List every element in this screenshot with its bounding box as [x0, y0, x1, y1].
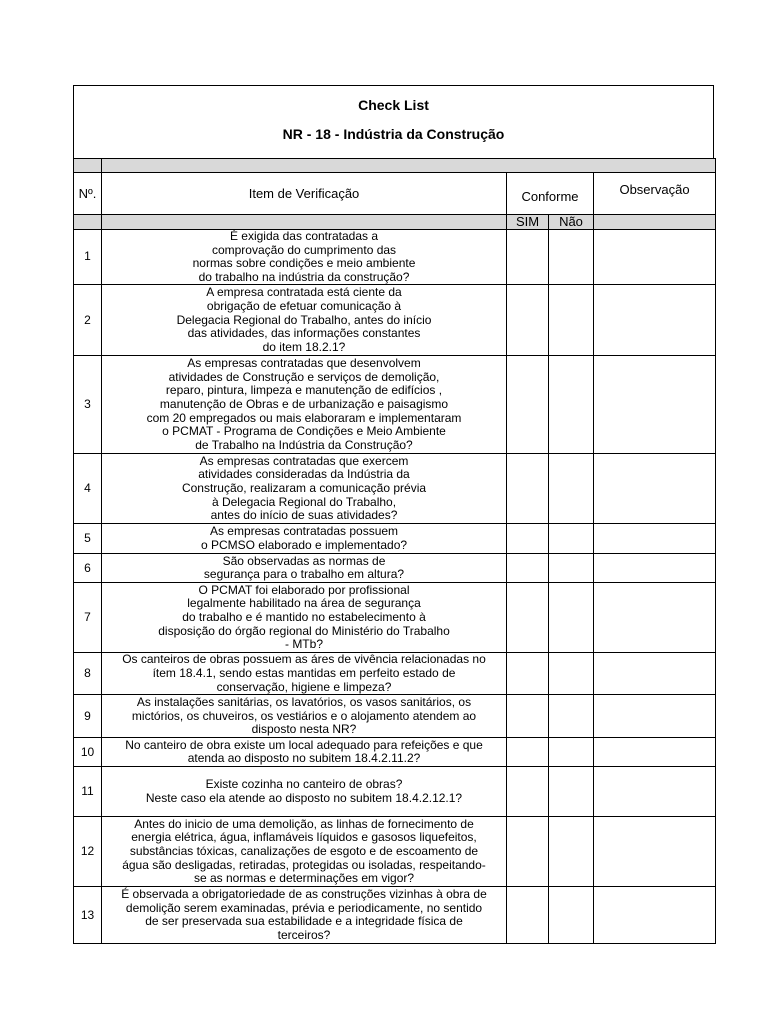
row-item-text: É observada a obrigatoriedade de as construções vizinhas à obra de demolição serem examinadas, prévia e periodicamente, no sentido de ser preservada sua estabilidade e a integridade física de terceiros? [102, 887, 507, 944]
observacao-cell[interactable] [594, 817, 716, 887]
sim-cell[interactable] [507, 583, 549, 653]
table-row [74, 817, 716, 887]
row-number: 10 [74, 738, 102, 767]
row-number: 11 [74, 767, 102, 817]
observacao-cell[interactable] [594, 230, 716, 285]
document-subtitle: NR - 18 - Indústria da Construção [282, 126, 505, 142]
nao-cell[interactable] [549, 524, 594, 554]
nao-cell[interactable] [549, 454, 594, 524]
table-row [74, 524, 716, 554]
subheader-blank [594, 215, 716, 230]
row-item-text: O PCMAT foi elaborado por profissional legalmente habilitado na área de segurança do trabalho e é mantido no estabelecimento à disposição do órgão regional do Ministério do Trabalho - MTb? [102, 583, 507, 653]
observacao-cell[interactable] [594, 767, 716, 817]
nao-cell[interactable] [549, 695, 594, 738]
nao-cell[interactable] [549, 653, 594, 695]
header-item: Item de Verificação [102, 173, 507, 215]
header-sim: SIM [507, 215, 549, 230]
nao-cell[interactable] [549, 767, 594, 817]
observacao-cell[interactable] [594, 653, 716, 695]
table-row [74, 583, 716, 653]
row-item-text: As empresas contratadas que desenvolvem atividades de Construção e serviços de demolição, reparo, pintura, limpeza e manutenção de edifícios , manutenção de Obras e de urbanização e paisagismo com 20 empregados ou mais elaboraram e implementaram o PCMAT - Programa de Condições e Meio Ambiente de Trabalho na Indústria da Construção? [102, 356, 507, 454]
table-row [74, 653, 716, 695]
row-number: 4 [74, 454, 102, 524]
header-nao: Não [549, 215, 594, 230]
nao-cell[interactable] [549, 285, 594, 356]
checklist-sheet [73, 85, 714, 944]
row-number: 1 [74, 230, 102, 285]
table-row [74, 767, 716, 817]
sim-cell[interactable] [507, 230, 549, 285]
row-number: 6 [74, 554, 102, 583]
sim-cell[interactable] [507, 817, 549, 887]
observacao-cell[interactable] [594, 887, 716, 944]
header-row [74, 173, 716, 215]
nao-cell[interactable] [549, 887, 594, 944]
sim-cell[interactable] [507, 285, 549, 356]
row-number: 5 [74, 524, 102, 554]
spacer-cell [102, 159, 716, 173]
title-box [73, 85, 714, 158]
row-item-text: Existe cozinha no canteiro de obras? Neste caso ela atende ao disposto no subitem 18.4.2.12.1? [102, 767, 507, 817]
observacao-cell[interactable] [594, 583, 716, 653]
nao-cell[interactable] [549, 817, 594, 887]
row-number: 3 [74, 356, 102, 454]
table-row [74, 356, 716, 454]
nao-cell[interactable] [549, 554, 594, 583]
table-row [74, 230, 716, 285]
nao-cell[interactable] [549, 230, 594, 285]
row-number: 13 [74, 887, 102, 944]
row-item-text: É exigida das contratadas a comprovação do cumprimento das normas sobre condições e meio ambiente do trabalho na indústria da construção? [102, 230, 507, 285]
header-observacao: Observação [594, 173, 716, 215]
sim-cell[interactable] [507, 524, 549, 554]
row-item-text: As empresas contratadas que exercem atividades consideradas da Indústria da Construção, realizaram a comunicação prévia à Delegacia Regional do Trabalho, antes do início de suas atividades? [102, 454, 507, 524]
spacer-row [74, 159, 716, 173]
table-row [74, 554, 716, 583]
row-number: 7 [74, 583, 102, 653]
subheader-blank [102, 215, 507, 230]
table-row [74, 887, 716, 944]
observacao-cell[interactable] [594, 554, 716, 583]
sim-cell[interactable] [507, 887, 549, 944]
sim-cell[interactable] [507, 454, 549, 524]
row-item-text: Os canteiros de obras possuem as áres de vivência relacionadas no ítem 18.4.1, sendo estas mantidas em perfeito estado de conservação, higiene e limpeza? [102, 653, 507, 695]
row-item-text: São observadas as normas de segurança para o trabalho em altura? [102, 554, 507, 583]
sim-cell[interactable] [507, 767, 549, 817]
sim-cell[interactable] [507, 356, 549, 454]
row-item-text: No canteiro de obra existe um local adequado para refeições e que atenda ao disposto no subitem 18.4.2.11.2? [102, 738, 507, 767]
row-number: 12 [74, 817, 102, 887]
table-row [74, 285, 716, 356]
document-title: Check List [358, 97, 429, 113]
observacao-cell[interactable] [594, 524, 716, 554]
observacao-cell[interactable] [594, 285, 716, 356]
observacao-cell[interactable] [594, 356, 716, 454]
sim-cell[interactable] [507, 695, 549, 738]
observacao-cell[interactable] [594, 454, 716, 524]
subheader-row [74, 215, 716, 230]
nao-cell[interactable] [549, 738, 594, 767]
nao-cell[interactable] [549, 356, 594, 454]
spacer-cell [74, 159, 102, 173]
row-number: 8 [74, 653, 102, 695]
row-item-text: As instalações sanitárias, os lavatórios, os vasos sanitários, os mictórios, os chuveiros, os vestiários e o alojamento atendem ao disposto nesta NR? [102, 695, 507, 738]
subheader-blank [74, 215, 102, 230]
sim-cell[interactable] [507, 653, 549, 695]
nao-cell[interactable] [549, 583, 594, 653]
observacao-cell[interactable] [594, 695, 716, 738]
row-number: 2 [74, 285, 102, 356]
checklist-table [73, 158, 716, 944]
observacao-cell[interactable] [594, 738, 716, 767]
row-item-text: As empresas contratadas possuem o PCMSO elaborado e implementado? [102, 524, 507, 554]
sim-cell[interactable] [507, 738, 549, 767]
header-conforme: Conforme [507, 173, 594, 215]
row-item-text: Antes do inicio de uma demolição, as linhas de fornecimento de energia elétrica, água, inflamáveis líquidos e gasosos liquefeitos, substâncias tóxicas, canalizações de esgoto e de escoamento de água são desligadas, retiradas, protegidas ou isoladas, respeitando- se as normas e determinações em vigor? [102, 817, 507, 887]
row-number: 9 [74, 695, 102, 738]
row-item-text: A empresa contratada está ciente da obrigação de efetuar comunicação à Delegacia Regional do Trabalho, antes do início das atividades, das informações constantes do item 18.2.1? [102, 285, 507, 356]
table-row [74, 738, 716, 767]
sim-cell[interactable] [507, 554, 549, 583]
table-row [74, 454, 716, 524]
table-row [74, 695, 716, 738]
header-num: Nº. [74, 173, 102, 215]
